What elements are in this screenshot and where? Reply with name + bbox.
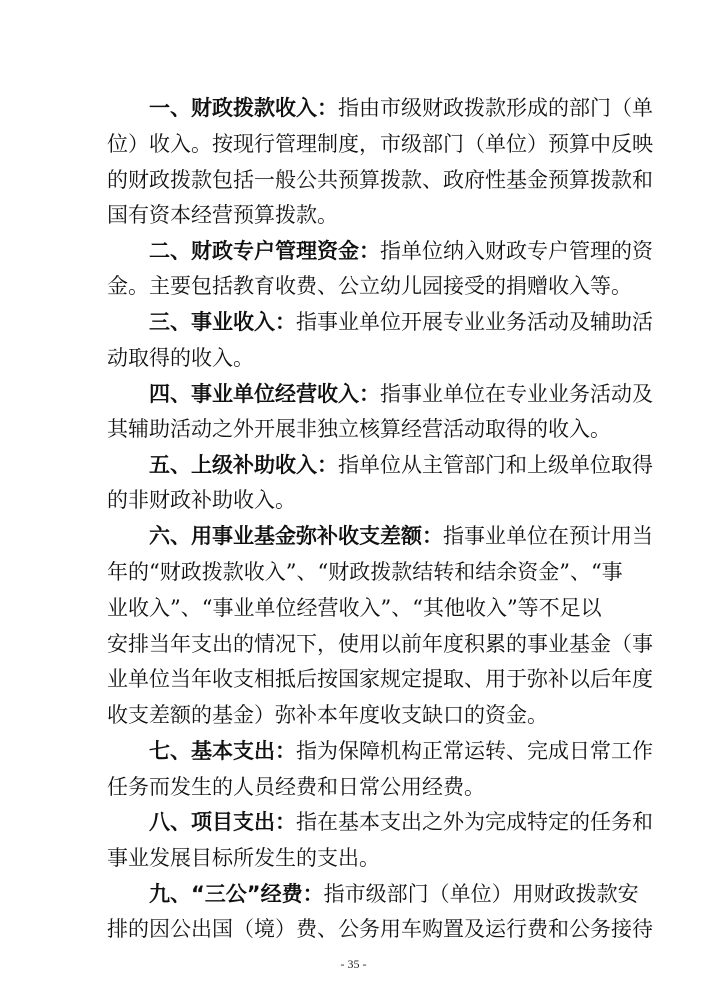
item-4-line-1 (149, 381, 653, 407)
item-3-term: 三、事业收入： (149, 310, 296, 334)
item-2-term: 二、财政专户管理资金： (149, 239, 380, 263)
item-2-line-2: 金。主要包括教育收费、公立幼儿园接受的捐赠收入等。 (107, 274, 632, 298)
item-5-text: 指单位从主管部门和上级单位取得 (338, 453, 653, 477)
item-4-term: 四、事业单位经营收入： (149, 382, 380, 406)
item-6-line-5: 业单位当年收支相抵后按国家规定提取、用于弥补以后年度 (107, 667, 653, 691)
item-3-text: 指事业单位开展专业业务活动及辅助活 (296, 310, 653, 334)
item-6-line-4: 安排当年支出的情况下，使用以前年度积累的事业基金（事 (107, 632, 653, 656)
item-6-line-1 (149, 523, 653, 549)
item-3-line-1 (149, 309, 653, 335)
item-1-term: 一、财政拨款收入： (149, 96, 338, 120)
item-7-line-1 (149, 738, 653, 764)
item-5-term: 五、上级补助收入： (149, 453, 338, 477)
item-9-text: 指市级部门（单位）用财政拨款安 (323, 882, 639, 906)
page-number: - 35 - (340, 957, 367, 971)
item-1-line-1 (149, 95, 653, 121)
item-1-line-3: 的财政拨款包括一般公共预算拨款、政府性基金预算拨款和 (107, 168, 653, 192)
item-8-line-2: 事业发展目标所发生的支出。 (107, 846, 380, 870)
item-9-line-1 (149, 881, 639, 907)
item-4-text: 指事业单位在专业业务活动及 (380, 382, 653, 406)
item-8-term: 八、项目支出： (149, 810, 296, 834)
item-2-text: 指单位纳入财政专户管理的资 (380, 239, 653, 263)
item-6-line-3: 业收入”、“事业单位经营收入”、“其他收入”等不足以 (107, 596, 602, 620)
item-8-text: 指在基本支出之外为完成特定的任务和 (296, 810, 653, 834)
item-7-text: 指为保障机构正常运转、完成日常工作 (296, 739, 653, 763)
item-6-line-6: 收支差额的基金）弥补本年度收支缺口的资金。 (107, 703, 548, 727)
item-2-line-1 (149, 238, 653, 264)
item-9-line-2: 排的因公出国（境）费、公务用车购置及运行费和公务接待 (107, 917, 653, 941)
item-1-line-4: 国有资本经营预算拨款。 (107, 203, 338, 227)
item-5-line-2: 的非财政补助收入。 (107, 488, 296, 512)
item-6-line-2: 年的“财政拨款收入”、“财政拨款结转和结余资金”、“事 (107, 560, 623, 584)
item-3-line-2: 动取得的收入。 (107, 346, 254, 370)
item-7-term: 七、基本支出： (149, 739, 296, 763)
item-1-text: 指由市级财政拨款形成的部门（单 (338, 96, 653, 120)
item-4-line-2: 其辅助活动之外开展非独立核算经营活动取得的收入。 (107, 417, 611, 441)
item-8-line-1 (149, 809, 653, 835)
item-5-line-1 (149, 452, 653, 478)
item-9-term: 九、“三公”经费： (149, 882, 324, 906)
item-7-line-2: 任务而发生的人员经费和日常公用经费。 (107, 775, 485, 799)
item-6-term: 六、用事业基金弥补收支差额： (149, 524, 443, 548)
item-1-line-2: 位）收入。按现行管理制度，市级部门（单位）预算中反映 (107, 132, 653, 156)
item-6-text: 指事业单位在预计用当 (443, 524, 653, 548)
